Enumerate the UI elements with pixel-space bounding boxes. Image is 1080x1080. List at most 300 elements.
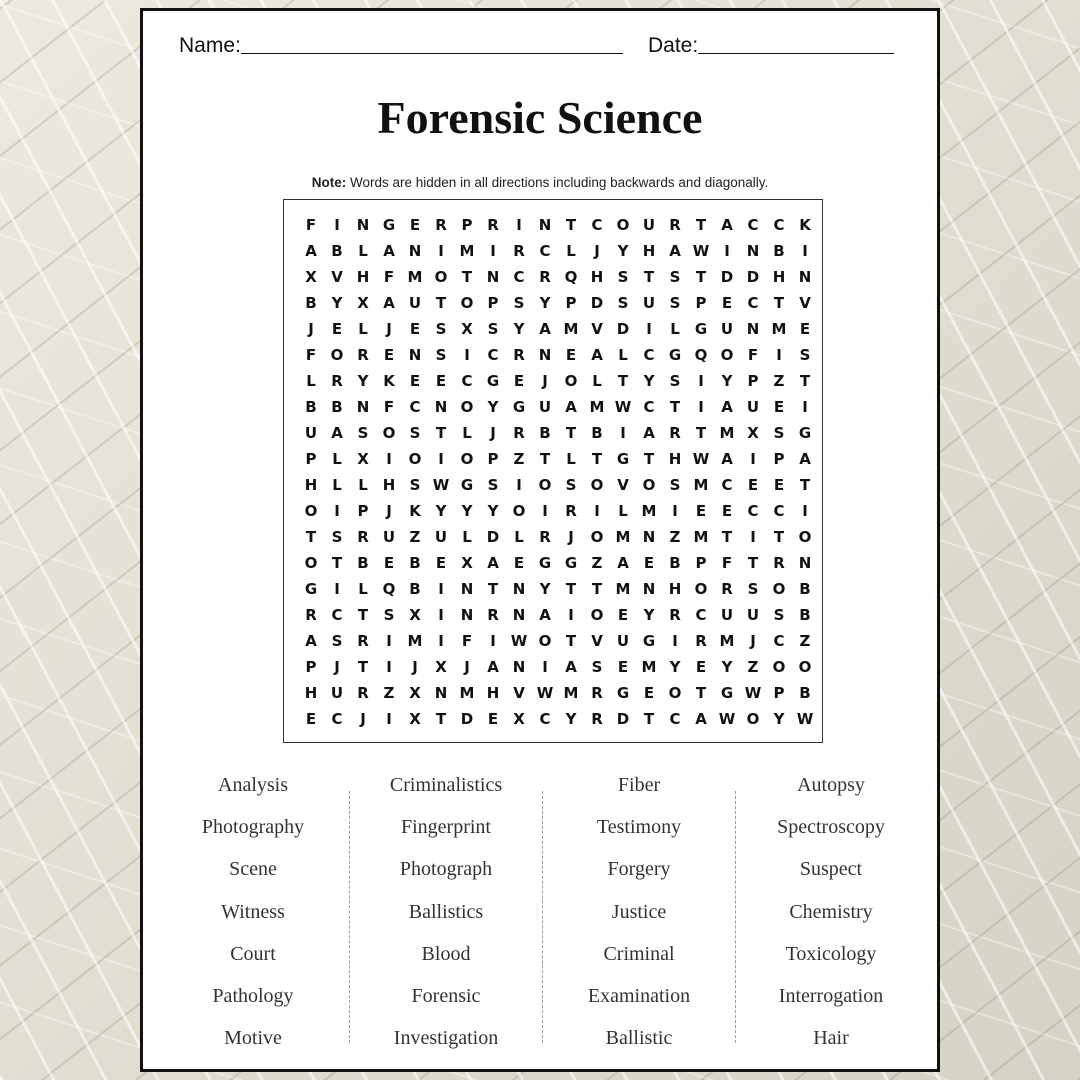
grid-letter: W xyxy=(744,684,762,702)
grid-letter: V xyxy=(331,268,343,286)
grid-letter: I xyxy=(620,424,626,442)
grid-letter: U xyxy=(434,528,448,546)
word-item: Fingerprint xyxy=(401,816,491,839)
grid-letter: W xyxy=(692,450,710,468)
grid-letter: O xyxy=(330,346,344,364)
grid-letter: T xyxy=(565,580,577,598)
grid-letter: Z xyxy=(773,372,785,390)
grid-letter: C xyxy=(539,710,551,728)
grid-letter: B xyxy=(669,554,681,572)
name-blank xyxy=(241,33,623,54)
grid-letter: H xyxy=(304,476,318,494)
grid-letter: U xyxy=(720,606,734,624)
grid-letter: N xyxy=(642,580,656,598)
grid-letter: T xyxy=(565,216,577,234)
grid-letter: I xyxy=(802,398,808,416)
grid-letter: S xyxy=(799,346,811,364)
grid-letter: D xyxy=(720,268,734,286)
grid-letter: A xyxy=(539,606,551,624)
grid-letter: L xyxy=(462,528,472,546)
grid-letter: R xyxy=(435,216,447,234)
grid-letter: B xyxy=(539,424,551,442)
grid-letter: F xyxy=(383,268,395,286)
word-item: Ballistics xyxy=(408,900,484,923)
grid-letter: I xyxy=(334,216,340,234)
grid-letter: R xyxy=(695,632,707,650)
grid-letter: I xyxy=(334,502,340,520)
grid-letter: V xyxy=(617,476,629,494)
grid-letter: L xyxy=(306,372,316,390)
grid-letter: S xyxy=(617,268,629,286)
grid-letter: E xyxy=(409,216,421,234)
grid-letter: X xyxy=(435,658,447,676)
grid-letter: T xyxy=(591,450,603,468)
grid-letter: U xyxy=(330,684,344,702)
word-search-grid xyxy=(298,212,818,732)
grid-letter: B xyxy=(305,294,317,312)
grid-letter: H xyxy=(772,268,786,286)
grid-letter: C xyxy=(773,216,785,234)
grid-letter: N xyxy=(538,346,552,364)
grid-letter: Y xyxy=(539,294,551,312)
word-item: Investigation xyxy=(393,1027,499,1050)
grid-letter: M xyxy=(615,528,631,546)
grid-letter: S xyxy=(565,476,577,494)
grid-letter: M xyxy=(641,658,657,676)
grid-letter: G xyxy=(564,554,578,572)
grid-letter: E xyxy=(773,398,785,416)
grid-letter: X xyxy=(357,294,369,312)
grid-letter: C xyxy=(461,372,473,390)
grid-letter: K xyxy=(383,372,395,390)
grid-letter: F xyxy=(305,216,317,234)
grid-letter: H xyxy=(356,268,370,286)
grid-letter: P xyxy=(487,294,499,312)
grid-letter: M xyxy=(459,242,475,260)
grid-letter: H xyxy=(304,684,318,702)
grid-letter: E xyxy=(721,294,733,312)
grid-letter: B xyxy=(305,398,317,416)
grid-letter: R xyxy=(539,528,551,546)
grid-letter: G xyxy=(720,684,734,702)
grid-letter: L xyxy=(332,476,342,494)
grid-letter: Y xyxy=(617,242,629,260)
grid-letter: T xyxy=(695,268,707,286)
grid-letter: F xyxy=(383,398,395,416)
grid-letter: E xyxy=(643,554,655,572)
worksheet-page xyxy=(140,8,940,1072)
grid-letter: T xyxy=(669,398,681,416)
date-label: Date: xyxy=(648,34,699,57)
grid-letter: B xyxy=(409,580,421,598)
grid-letter: I xyxy=(386,710,392,728)
grid-letter: T xyxy=(487,580,499,598)
grid-letter: I xyxy=(776,346,782,364)
grid-letter: O xyxy=(668,684,682,702)
grid-letter: L xyxy=(670,320,680,338)
grid-letter: J xyxy=(334,658,340,676)
grid-letter: S xyxy=(669,294,681,312)
grid-letter: E xyxy=(409,372,421,390)
grid-letter: X xyxy=(461,554,473,572)
grid-letter: D xyxy=(746,268,760,286)
grid-letter: G xyxy=(642,632,656,650)
grid-letter: S xyxy=(669,268,681,286)
grid-letter: T xyxy=(799,372,811,390)
grid-letter: U xyxy=(746,398,760,416)
grid-letter: I xyxy=(672,632,678,650)
grid-letter: E xyxy=(747,476,759,494)
grid-letter: I xyxy=(750,528,756,546)
word-item: Criminalistics xyxy=(389,774,503,796)
grid-letter: G xyxy=(512,398,526,416)
grid-letter: T xyxy=(695,684,707,702)
grid-letter: O xyxy=(304,502,318,520)
grid-letter: N xyxy=(798,268,812,286)
grid-letter: K xyxy=(799,216,811,234)
grid-letter: Y xyxy=(357,372,369,390)
grid-letter: C xyxy=(591,216,603,234)
grid-letter: G xyxy=(694,320,708,338)
grid-letter: M xyxy=(719,424,735,442)
grid-letter: I xyxy=(698,372,704,390)
grid-letter: S xyxy=(435,320,447,338)
grid-letter: Y xyxy=(773,710,785,728)
grid-letter: L xyxy=(462,424,472,442)
grid-letter: R xyxy=(513,346,525,364)
grid-letter: I xyxy=(646,320,652,338)
grid-letter: N xyxy=(798,554,812,572)
grid-letter: A xyxy=(669,242,681,260)
grid-letter: R xyxy=(331,372,343,390)
grid-letter: L xyxy=(358,580,368,598)
grid-letter: O xyxy=(460,294,474,312)
grid-letter: Q xyxy=(694,346,708,364)
grid-letter: Y xyxy=(669,658,681,676)
grid-letter: Y xyxy=(721,658,733,676)
grid-letter: E xyxy=(773,476,785,494)
grid-letter: I xyxy=(516,476,522,494)
grid-letter: C xyxy=(747,294,759,312)
grid-letter: G xyxy=(486,372,500,390)
grid-letter: A xyxy=(305,632,317,650)
grid-letter: E xyxy=(617,606,629,624)
grid-letter: R xyxy=(487,606,499,624)
grid-letter: X xyxy=(513,710,525,728)
grid-letter: J xyxy=(412,658,418,676)
grid-letter: N xyxy=(746,242,760,260)
word-item: Chemistry xyxy=(789,900,873,923)
grid-letter: H xyxy=(382,476,396,494)
grid-letter: O xyxy=(382,424,396,442)
grid-letter: O xyxy=(590,606,604,624)
grid-letter: E xyxy=(799,320,811,338)
grid-letter: Z xyxy=(669,528,681,546)
grid-letter: V xyxy=(591,632,603,650)
grid-letter: O xyxy=(304,554,318,572)
grid-letter: L xyxy=(358,242,368,260)
grid-letter: O xyxy=(408,450,422,468)
grid-letter: I xyxy=(386,658,392,676)
grid-letter: R xyxy=(591,684,603,702)
grid-letter: T xyxy=(643,710,655,728)
word-item: Photograph xyxy=(399,858,493,881)
grid-letter: U xyxy=(642,294,656,312)
word-item: Criminal xyxy=(603,942,675,965)
grid-letter: I xyxy=(516,216,522,234)
grid-letter: A xyxy=(487,658,499,676)
grid-letter: N xyxy=(434,684,448,702)
word-column-1 xyxy=(157,769,349,1064)
grid-letter: Z xyxy=(409,528,421,546)
grid-letter: I xyxy=(438,632,444,650)
grid-letter: E xyxy=(513,554,525,572)
grid-letter: S xyxy=(331,528,343,546)
grid-letter: C xyxy=(669,710,681,728)
grid-letter: O xyxy=(590,528,604,546)
word-item: Toxicology xyxy=(785,942,877,965)
grid-letter: L xyxy=(358,320,368,338)
grid-letter: N xyxy=(486,268,500,286)
grid-letter: J xyxy=(308,320,314,338)
word-item: Court xyxy=(230,942,276,965)
grid-letter: E xyxy=(695,502,707,520)
date-blank xyxy=(698,33,894,54)
grid-letter: U xyxy=(382,528,396,546)
grid-letter: T xyxy=(539,450,551,468)
grid-letter: K xyxy=(409,502,421,520)
grid-letter: R xyxy=(721,580,733,598)
grid-letter: S xyxy=(773,424,785,442)
grid-letter: H xyxy=(668,450,682,468)
word-item: Blood xyxy=(421,942,471,965)
grid-letter: O xyxy=(694,580,708,598)
grid-letter: E xyxy=(695,658,707,676)
grid-letter: R xyxy=(357,528,369,546)
grid-letter: A xyxy=(617,554,629,572)
grid-letter: E xyxy=(487,710,499,728)
grid-letter: G xyxy=(460,476,474,494)
grid-letter: V xyxy=(513,684,525,702)
grid-letter: U xyxy=(642,216,656,234)
word-item: Scene xyxy=(229,858,277,881)
grid-letter: M xyxy=(563,320,579,338)
word-item: Photography xyxy=(201,816,305,839)
grid-letter: Y xyxy=(643,372,655,390)
grid-letter: V xyxy=(799,294,811,312)
grid-letter: T xyxy=(773,528,785,546)
grid-letter: X xyxy=(409,710,421,728)
grid-letter: W xyxy=(432,476,450,494)
grid-letter: Y xyxy=(539,580,551,598)
grid-letter: T xyxy=(357,606,369,624)
grid-letter: I xyxy=(750,450,756,468)
grid-letter: O xyxy=(460,398,474,416)
grid-letter: A xyxy=(539,320,551,338)
grid-letter: I xyxy=(698,398,704,416)
grid-letter: U xyxy=(720,320,734,338)
grid-letter: B xyxy=(799,606,811,624)
grid-letter: A xyxy=(799,450,811,468)
grid-letter: W xyxy=(796,710,814,728)
grid-letter: Y xyxy=(643,606,655,624)
grid-letter: Y xyxy=(435,502,447,520)
grid-letter: N xyxy=(746,320,760,338)
grid-letter: O xyxy=(590,476,604,494)
grid-letter: I xyxy=(386,632,392,650)
grid-letter: Z xyxy=(383,684,395,702)
grid-letter: P xyxy=(487,450,499,468)
grid-letter: M xyxy=(407,632,423,650)
grid-letter: X xyxy=(747,424,759,442)
grid-letter: T xyxy=(305,528,317,546)
grid-letter: A xyxy=(591,346,603,364)
grid-letter: J xyxy=(386,320,392,338)
grid-letter: G xyxy=(668,346,682,364)
grid-letter: L xyxy=(514,528,524,546)
instructions-note xyxy=(143,175,937,190)
grid-letter: X xyxy=(409,684,421,702)
grid-letter: R xyxy=(357,632,369,650)
grid-letter: N xyxy=(512,606,526,624)
grid-letter: R xyxy=(773,554,785,572)
grid-letter: N xyxy=(460,606,474,624)
grid-letter: M xyxy=(589,398,605,416)
grid-letter: T xyxy=(799,476,811,494)
grid-letter: T xyxy=(747,554,759,572)
grid-letter: Z xyxy=(591,554,603,572)
grid-letter: C xyxy=(721,476,733,494)
grid-letter: S xyxy=(331,632,343,650)
grid-letter: L xyxy=(358,476,368,494)
grid-letter: C xyxy=(409,398,421,416)
grid-letter: I xyxy=(438,242,444,260)
grid-letter: T xyxy=(721,528,733,546)
grid-letter: R xyxy=(357,346,369,364)
grid-letter: T xyxy=(591,580,603,598)
grid-letter: D xyxy=(616,320,630,338)
grid-letter: M xyxy=(407,268,423,286)
grid-letter: C xyxy=(773,632,785,650)
grid-letter: A xyxy=(565,398,577,416)
grid-letter: S xyxy=(383,606,395,624)
grid-letter: J xyxy=(568,528,574,546)
grid-letter: M xyxy=(563,684,579,702)
grid-letter: T xyxy=(773,294,785,312)
grid-letter: I xyxy=(542,502,548,520)
grid-letter: N xyxy=(356,216,370,234)
grid-letter: X xyxy=(461,320,473,338)
grid-letter: S xyxy=(669,476,681,494)
grid-letter: T xyxy=(435,294,447,312)
grid-letter: R xyxy=(305,606,317,624)
grid-letter: T xyxy=(617,372,629,390)
grid-letter: S xyxy=(357,424,369,442)
word-search-grid-box xyxy=(283,199,823,743)
grid-letter: R xyxy=(565,502,577,520)
date-line xyxy=(648,33,894,58)
grid-letter: I xyxy=(724,242,730,260)
grid-letter: M xyxy=(693,476,709,494)
grid-letter: M xyxy=(719,632,735,650)
grid-letter: O xyxy=(512,502,526,520)
grid-letter: J xyxy=(594,242,600,260)
word-column-2 xyxy=(350,769,542,1064)
grid-letter: B xyxy=(331,398,343,416)
grid-letter: Q xyxy=(382,580,396,598)
grid-letter: B xyxy=(591,424,603,442)
grid-letter: T xyxy=(435,710,447,728)
grid-letter: D xyxy=(486,528,500,546)
word-item: Forensic xyxy=(411,984,481,1007)
word-item: Hair xyxy=(813,1027,849,1050)
word-item: Justice xyxy=(611,900,667,923)
grid-letter: M xyxy=(459,684,475,702)
grid-letter: C xyxy=(539,242,551,260)
grid-letter: H xyxy=(668,580,682,598)
grid-letter: W xyxy=(614,398,632,416)
grid-letter: S xyxy=(747,580,759,598)
grid-letter: I xyxy=(802,502,808,520)
grid-letter: P xyxy=(305,658,317,676)
word-list xyxy=(157,769,927,1055)
grid-letter: A xyxy=(721,398,733,416)
grid-letter: R xyxy=(669,606,681,624)
grid-letter: U xyxy=(538,398,552,416)
grid-letter: N xyxy=(642,528,656,546)
grid-letter: O xyxy=(538,632,552,650)
grid-letter: Y xyxy=(487,398,499,416)
grid-letter: S xyxy=(487,320,499,338)
word-item: Pathology xyxy=(212,984,294,1007)
grid-letter: A xyxy=(695,710,707,728)
grid-letter: N xyxy=(512,580,526,598)
grid-letter: H xyxy=(486,684,500,702)
grid-letter: F xyxy=(305,346,317,364)
grid-letter: T xyxy=(331,554,343,572)
grid-letter: S xyxy=(617,294,629,312)
grid-letter: X xyxy=(305,268,317,286)
grid-letter: J xyxy=(542,372,548,390)
grid-letter: P xyxy=(565,294,577,312)
grid-letter: E xyxy=(383,554,395,572)
word-item: Analysis xyxy=(218,774,288,796)
word-item: Spectroscopy xyxy=(777,816,885,839)
grid-letter: R xyxy=(539,268,551,286)
grid-letter: R xyxy=(591,710,603,728)
grid-letter: D xyxy=(590,294,604,312)
grid-letter: Z xyxy=(747,658,759,676)
grid-letter: A xyxy=(383,242,395,260)
grid-letter: G xyxy=(616,450,630,468)
grid-letter: E xyxy=(331,320,343,338)
grid-letter: S xyxy=(669,372,681,390)
grid-letter: O xyxy=(616,216,630,234)
word-item: Interrogation xyxy=(778,984,884,1007)
grid-letter: N xyxy=(408,242,422,260)
grid-letter: D xyxy=(460,710,474,728)
grid-letter: H xyxy=(642,242,656,260)
word-item: Forgery xyxy=(607,858,671,881)
grid-letter: S xyxy=(513,294,525,312)
grid-letter: S xyxy=(773,606,785,624)
grid-letter: E xyxy=(513,372,525,390)
name-label: Name: xyxy=(179,34,241,57)
grid-letter: T xyxy=(695,216,707,234)
grid-letter: S xyxy=(487,476,499,494)
grid-letter: L xyxy=(618,502,628,520)
grid-letter: P xyxy=(695,294,707,312)
